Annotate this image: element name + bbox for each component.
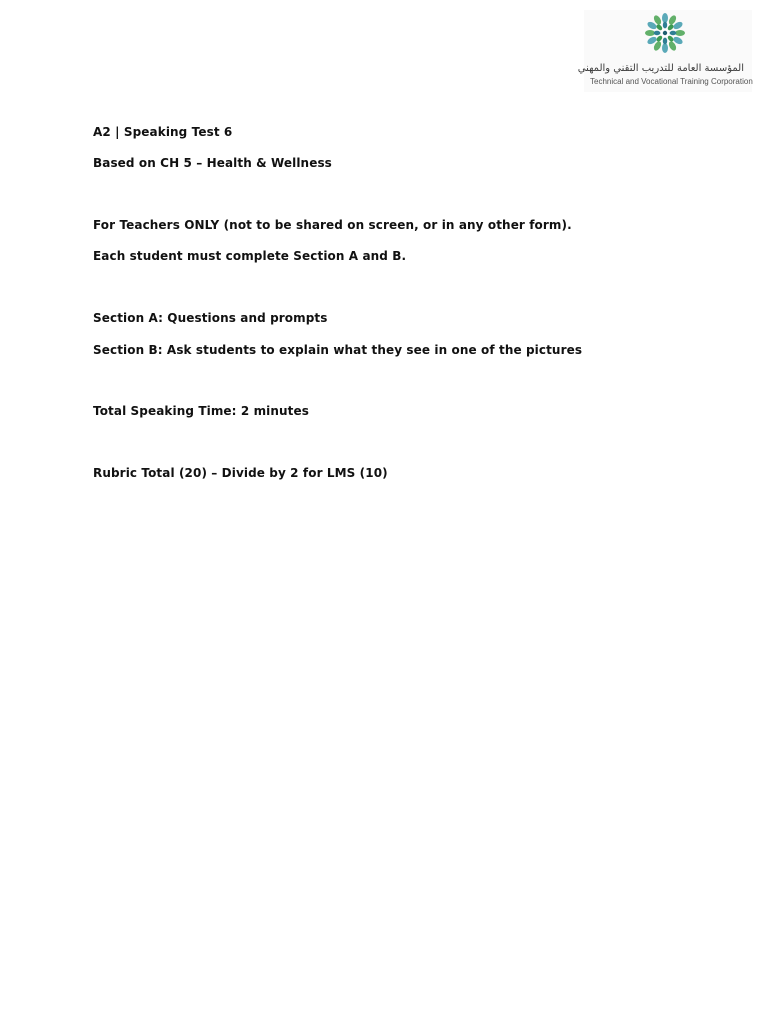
- total-time-text: Total Speaking Time: 2 minutes: [93, 404, 309, 418]
- document-subtitle: Based on CH 5 – Health & Wellness: [93, 156, 332, 170]
- logo-arabic-text: المؤسسة العامة للتدريب التقني والمهني: [577, 63, 744, 74]
- section-b-text: Section B: Ask students to explain what they see in one of the pictures: [93, 343, 583, 357]
- organization-logo: [577, 10, 753, 92]
- logo-english-text: Technical and Vocational Training Corporation: [590, 77, 753, 86]
- section-a-text: Section A: Questions and prompts: [93, 311, 328, 325]
- requirement-text: Each student must complete Section A and B.: [93, 249, 407, 263]
- star-emblem-icon: [643, 12, 687, 58]
- document-title: A2 | Speaking Test 6: [93, 125, 233, 139]
- rubric-text: Rubric Total (20) – Divide by 2 for LMS (10): [93, 466, 388, 480]
- teachers-note: For Teachers ONLY (not to be shared on screen, or in any other form).: [93, 218, 572, 232]
